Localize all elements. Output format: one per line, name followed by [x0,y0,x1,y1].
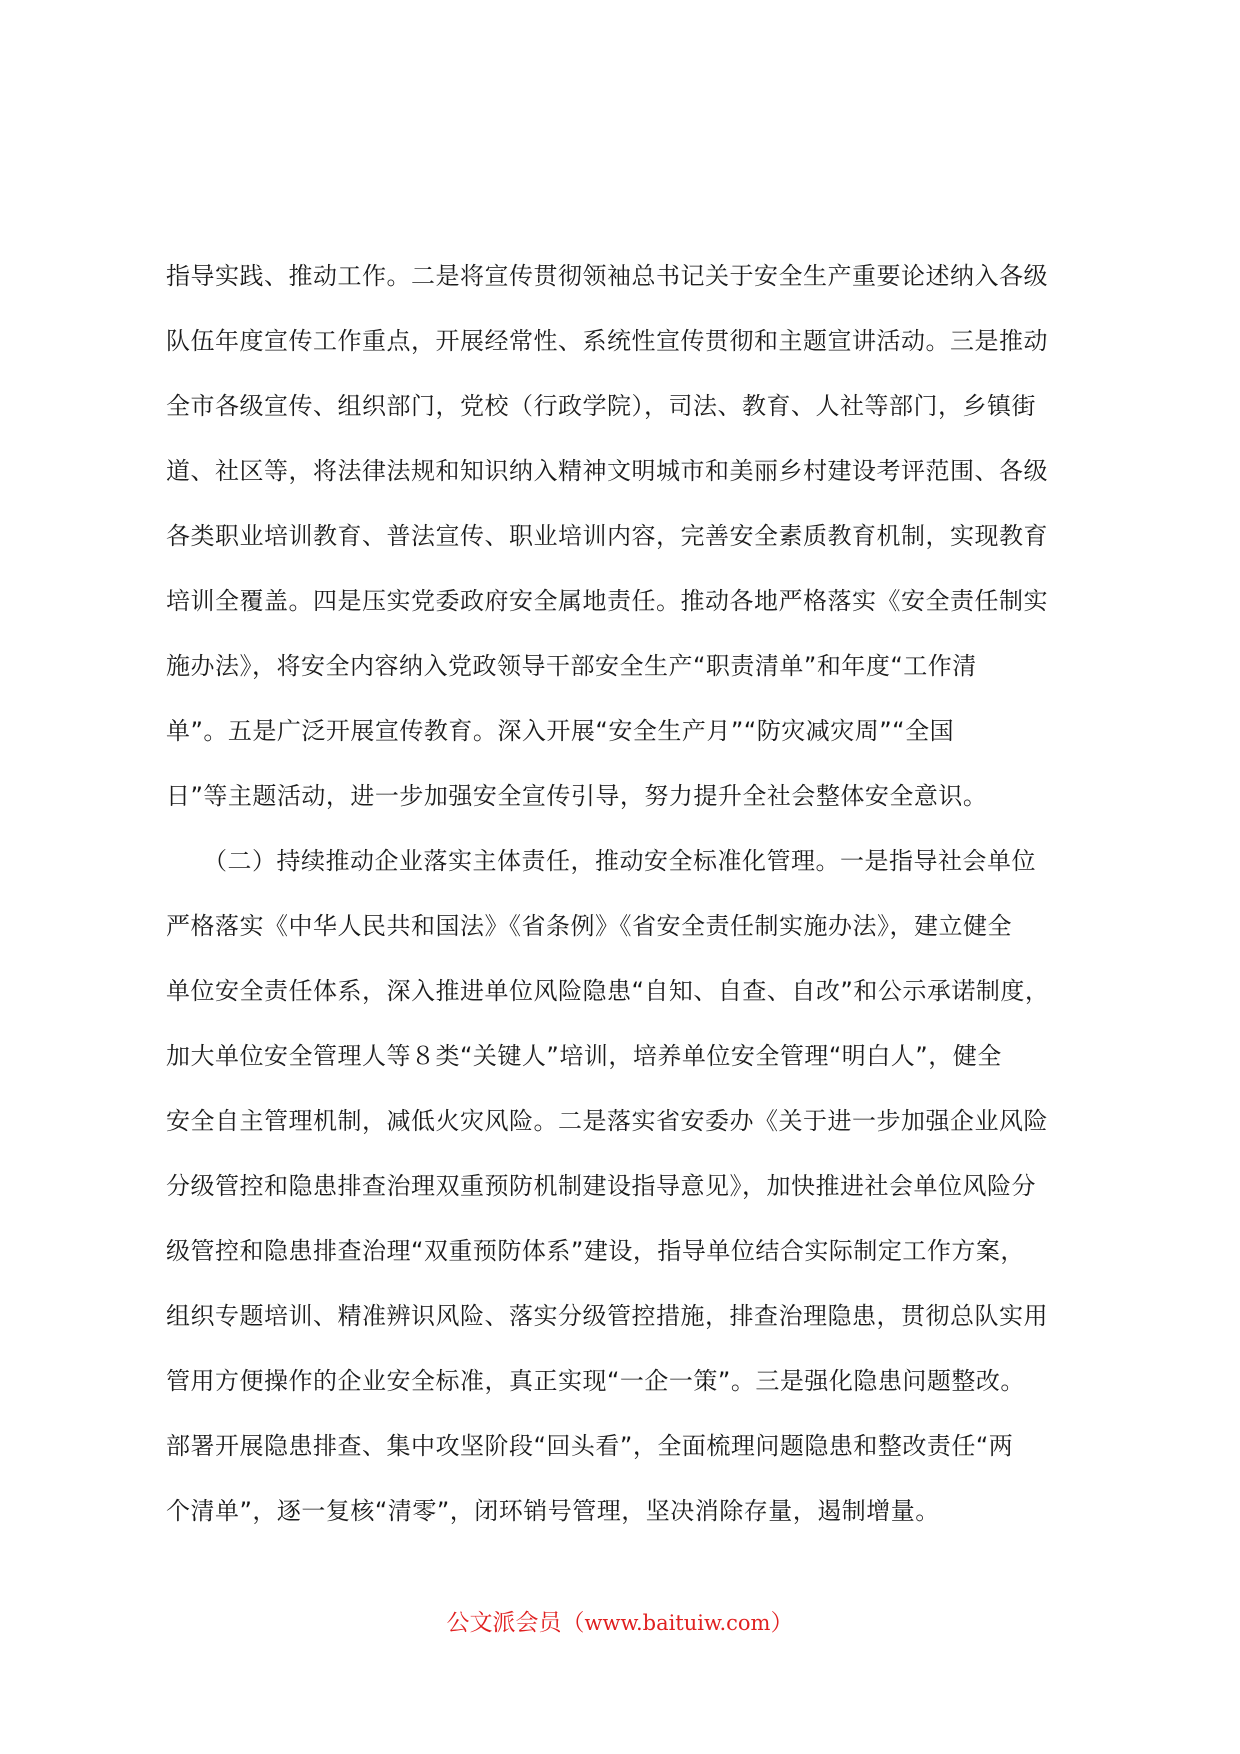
text-line: 个清单”，逐一复核“清零”，闭环销号管理，坚决消除存量，遏制增量。 [166,1497,940,1525]
footer-url-link[interactable]: www.baituiw.com [584,1611,771,1635]
text-line: 管用方便操作的企业安全标准，真正实现“一企一策”。三是强化隐患问题整改。 [166,1367,1025,1395]
text-line: 施办法》，将安全内容纳入党政领导干部安全生产“职责清单”和年度“工作清 [166,652,977,680]
body-text [166,244,1088,1544]
text-line: 级管控和隐患排查治理“双重预防体系”建设，指导单位结合实际制定工作方案， [166,1237,1025,1265]
text-line: 培训全覆盖。四是压实党委政府安全属地责任。推动各地严格落实《安全责任制实 [166,587,1048,615]
text-line: 单位安全责任体系，深入推进单位风险隐患“自知、自查、自改”和公示承诺制度， [166,977,1050,1005]
text-line: 全市各级宣传、组织部门，党校（行政学院），司法、教育、人社等部门，乡镇街 [166,392,1036,420]
text-line: 组织专题培训、精准辨识风险、落实分级管控措施，排查治理隐患，贯彻总队实用 [166,1302,1048,1330]
text-line: 单”。五是广泛开展宣传教育。深入开展“安全生产月”“防灾减灾周”“全国 [166,717,955,745]
text-line: 安全自主管理机制，减低火灾风险。二是落实省安委办《关于进一步加强企业风险 [166,1107,1048,1135]
text-line: 各类职业培训教育、普法宣传、职业培训内容，完善安全素质教育机制，实现教育 [166,522,1048,550]
footer-label: 公文派会员（ [446,1610,585,1636]
text-line: 道、社区等，将法律法规和知识纳入精神文明城市和美丽乡村建设考评范围、各级 [166,457,1048,485]
section-heading-line: （二）持续推动企业落实主体责任，推动安全标准化管理。一是指导社会单位 [166,847,1036,875]
text-line: 严格落实《中华人民共和国法》《省条例》《省安全责任制实施办法》，建立健全 [166,912,1012,940]
text-line: 部署开展隐患排查、集中攻坚阶段“回头看”，全面梳理问题隐患和整改责任“两 [166,1432,1014,1460]
footer-watermark [0,1604,1240,1637]
text-line: 队伍年度宣传工作重点，开展经常性、系统性宣传贯彻和主题宣讲活动。三是推动 [166,327,1048,355]
text-line: 指导实践、推动工作。二是将宣传贯彻领袖总书记关于安全生产重要论述纳入各级 [166,262,1048,290]
text-line: 分级管控和隐患排查治理双重预防机制建设指导意见》，加快推进社会单位风险分 [166,1172,1036,1200]
text-line: 日”等主题活动，进一步加强安全宣传引导，努力提升全社会整体安全意识。 [166,782,988,810]
footer-close-paren: ） [770,1610,794,1636]
text-line: 加大单位安全管理人等８类“关键人”培训，培养单位安全管理“明白人”，健全 [166,1042,1002,1070]
